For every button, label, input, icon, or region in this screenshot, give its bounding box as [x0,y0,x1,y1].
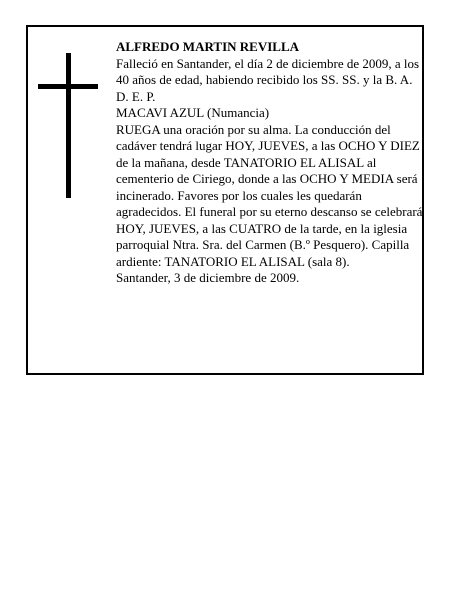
obituary-notice [26,25,424,375]
cross-vertical-bar [66,53,71,198]
family-line: MACAVI AZUL (Numancia) [116,105,270,120]
cross-icon [38,53,98,198]
notice-body: RUEGA una oración por su alma. La conducción del cadáver tendrá lugar HOY, JUEVES, a las OCHO Y DIEZ de la mañana, desde TANATORIO EL ALISAL al cementerio de Ciriego, donde a las OCHO Y MEDIA será incinerado. Favores por los cuales les quedarán agradecidos. El funeral por su eterno descanso se celebrará HOY, JUEVES, a las CUATRO de la tarde, en la iglesia parroquial Ntra. Sra. del Carmen (B.º Pesquero). Capilla ardiente: TANATORIO EL ALISAL (sala 8). [116,121,423,269]
death-announcement: Falleció en Santander, el día 2 de diciembre de 2009, a los 40 años de edad, habiendo recibido los SS. SS. y la B. A. [116,55,420,87]
rip-line: D. E. P. [116,88,156,104]
cross-horizontal-bar [38,84,98,89]
closing-line: Santander, 3 de diciembre de 2009. [116,270,300,285]
deceased-name: ALFREDO MARTIN REVILLA [116,39,300,54]
notice-text [116,39,424,287]
